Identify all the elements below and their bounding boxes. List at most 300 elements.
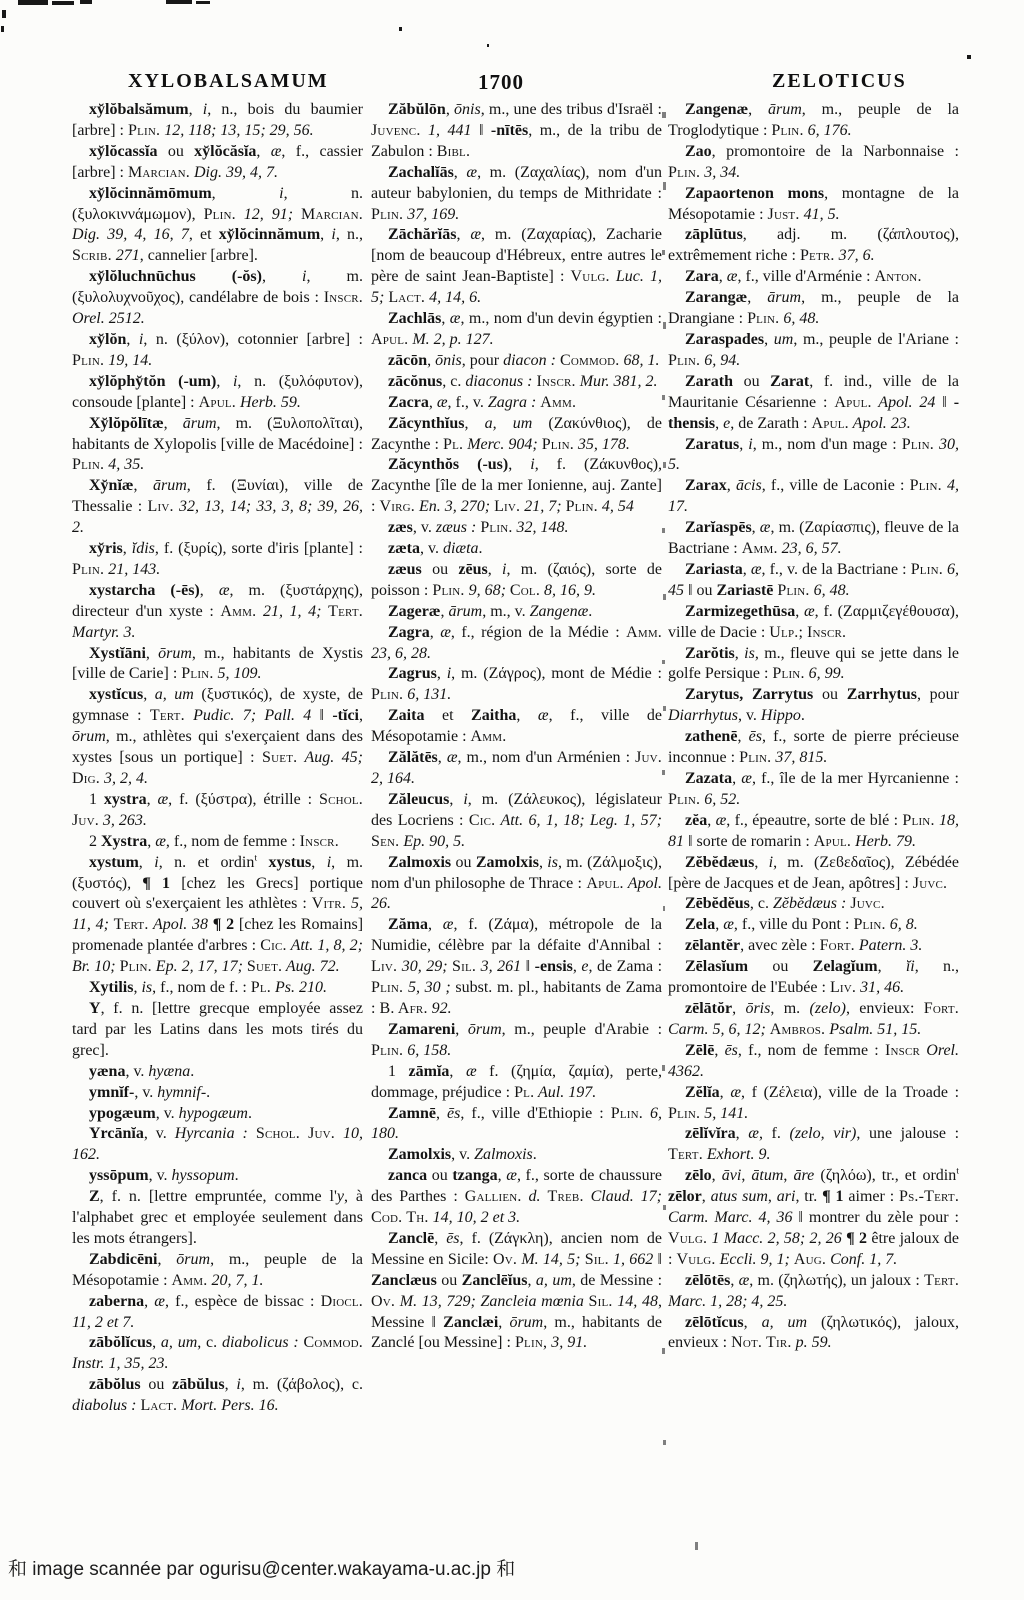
dict-entry <box>72 267 363 330</box>
entry-segment: , m., nom d'un Arménien : <box>457 749 636 767</box>
scan-artifact <box>662 112 666 118</box>
entry-segment: Zarax <box>685 477 727 495</box>
entry-segment: 14, 10, 2 et 3. <box>428 1209 521 1227</box>
entry-segment: i <box>502 560 507 578</box>
entry-segment: aimer : <box>843 1188 899 1206</box>
entry-segment: Amm. <box>626 623 662 641</box>
scan-artifact <box>80 0 92 4</box>
dict-entry <box>371 351 662 372</box>
entry-segment: ou <box>733 372 771 390</box>
entry-segment: M. 13, 729; Zancleia mœnia <box>395 1292 589 1310</box>
dict-entry <box>371 706 662 748</box>
entry-segment: Martyr. 3. <box>72 623 136 641</box>
entry-segment: Zamolxis <box>388 1146 452 1164</box>
entry-segment: Ep. 2, 17, 17; <box>151 958 247 976</box>
entry-segment: Treb. <box>547 1188 584 1206</box>
scan-artifact <box>663 322 666 329</box>
entry-segment: æ <box>442 916 454 934</box>
entry-segment: ‖ sorte de romarin : <box>684 832 814 850</box>
entry-segment: Zēlasĭum <box>685 958 749 976</box>
dict-entry <box>668 915 959 936</box>
entry-segment: Commod. <box>303 1334 363 1352</box>
entry-segment: Plin. <box>181 665 214 683</box>
entry-segment: , montagne de la Mésopotamie : <box>668 184 959 223</box>
entry-segment: , m. (Ξυλοπολῖται), habitants de Xylopolis [ville de Macédoine] : <box>72 414 363 453</box>
entry-segment: 6, 158. <box>403 1041 452 1059</box>
entry-segment: Pudic. 7; Pall. 4 <box>184 707 312 725</box>
entry-segment: Tert. <box>668 1146 703 1164</box>
entry-segment: , m. (ζαιός), sorte de poisson : <box>371 560 662 599</box>
entry-segment: 2 <box>89 832 101 850</box>
dict-entry <box>668 225 959 267</box>
dict-entry <box>668 142 959 184</box>
entry-segment: Yrcānĭa <box>89 1125 144 1143</box>
entry-segment: Cod. Th. <box>371 1209 429 1227</box>
entry-segment: ōrum <box>176 1250 211 1268</box>
entry-segment: 6, 94. <box>700 351 741 369</box>
scan-artifact <box>663 706 666 711</box>
dict-entry <box>371 1145 662 1166</box>
entry-segment: Gallien. <box>464 1188 522 1206</box>
entry-segment: et <box>424 707 472 725</box>
entry-segment: zābŏlĭcus <box>89 1334 153 1352</box>
entry-segment: Xystĭāni <box>89 644 146 662</box>
entry-segment: , m., peuple de la Mésopotamie : <box>72 1250 363 1289</box>
entry-segment: a, um <box>154 686 194 704</box>
dict-entry <box>72 644 363 686</box>
entry-segment: En. 3, 270; <box>414 498 495 516</box>
entry-segment: Xystra <box>101 832 148 850</box>
entry-segment: , m. (ξυστάρχης), directeur d'un xyste : <box>72 581 363 620</box>
entry-segment: Orel. 2512. <box>72 310 145 328</box>
entry-segment: ypogæum <box>89 1104 156 1122</box>
entry-segment: , <box>747 289 768 307</box>
entry-segment: Apul. <box>834 393 872 411</box>
entry-segment: Apul. <box>371 330 409 348</box>
entry-segment: Inscr. <box>536 372 576 390</box>
entry-segment: Schol. Juv. <box>255 1125 336 1143</box>
entry-segment: zābŏlus <box>89 1376 141 1394</box>
entry-segment: , n., promontoire de l'Eubée : <box>668 958 959 997</box>
entry-segment: Apol. 23. <box>848 414 911 432</box>
entry-segment: Ps. 210. <box>271 979 327 997</box>
entry-segment: Ov. <box>371 1292 396 1310</box>
dict-entry <box>668 727 959 769</box>
entry-segment: Dig. 39, 4, 16, 7 <box>72 226 189 244</box>
entry-segment: zēus <box>458 560 488 578</box>
entry-segment: (zelo) <box>809 999 846 1017</box>
entry-segment: Herb. 59. <box>235 393 301 411</box>
entry-segment: 30, 5. <box>668 435 959 474</box>
entry-segment: Zarytus, Zarrytus <box>685 686 814 704</box>
entry-segment: Zăma <box>388 916 428 934</box>
entry-segment: , m., peuple de la Troglodytique : <box>668 101 959 139</box>
entry-segment: diæta <box>442 540 479 558</box>
entry-segment: tzanga <box>452 1167 498 1185</box>
entry-segment: Zamolxis <box>475 853 539 871</box>
entry-segment: Apul. <box>198 393 236 411</box>
entry-segment: , m., de la tribu de Zabulon : <box>371 121 662 160</box>
entry-segment: Plin. <box>371 979 404 997</box>
entry-segment: , n. et ordin <box>158 853 255 871</box>
entry-segment: Ulp. <box>769 623 799 641</box>
entry-segment: Zĕbĕdæus : <box>773 895 847 913</box>
entry-segment: 3, 263. <box>98 811 147 829</box>
entry-segment: Zamnē <box>388 1104 436 1122</box>
dict-entry <box>668 769 959 811</box>
entry-segment: . <box>478 540 483 558</box>
entry-segment: Zagra <box>388 623 430 641</box>
entry-segment: æ <box>465 1062 477 1080</box>
entry-segment: Liv. <box>494 498 521 516</box>
entry-segment: , f., sorte de chaussure des Parthes : <box>371 1167 662 1206</box>
entry-segment: Suet. <box>262 749 298 767</box>
entry-segment: 1 Macc. 2, 58; 2, 26 <box>707 1229 842 1247</box>
entry-segment: Zăcynthĭus <box>388 414 465 432</box>
entry-segment: Plin. <box>203 205 236 223</box>
entry-segment: xy̆lŏluchnūchus (-ŏs) <box>89 268 262 286</box>
entry-segment: zĕa <box>685 811 708 829</box>
entry-segment: Marcian. <box>301 205 363 223</box>
scan-artifact <box>967 55 971 59</box>
entry-segment: æ <box>759 519 771 537</box>
entry-segment: zāmĭa <box>408 1062 450 1080</box>
entry-segment: , <box>743 1313 762 1331</box>
entry-segment: , m. (Ζαρίασπις), fleuve de la Bactriane : <box>668 519 959 558</box>
entry-segment: Vitr. <box>311 895 347 913</box>
entry-segment: . <box>532 1146 537 1164</box>
entry-segment: , <box>146 790 158 808</box>
entry-segment: æ <box>154 1292 165 1310</box>
scan-artifact <box>662 660 665 664</box>
entry-segment: æ <box>155 832 166 850</box>
dict-entry <box>668 1271 959 1313</box>
entry-segment: Zanclæi <box>443 1313 499 1331</box>
entry-segment: , m. (Ζαχαρίας), Zacharie [nom de beaucoup d'Hébreux, entre autres le père de saint Jean-Baptiste] : <box>371 226 662 286</box>
entry-segment: Plin. <box>541 435 574 453</box>
entry-segment: , <box>527 1271 536 1289</box>
dict-entry <box>72 1166 363 1187</box>
entry-segment: , <box>445 101 455 118</box>
entry-segment: Aug. 72. <box>282 958 340 976</box>
entry-segment: , f., nom de femme : <box>165 832 300 850</box>
entry-segment: 30, 29; <box>397 958 453 976</box>
entry-segment: ārum <box>768 101 802 118</box>
entry-segment: ; <box>798 623 807 641</box>
dict-entry <box>668 644 959 686</box>
entry-segment: 1 <box>89 790 104 808</box>
entry-segment: Vulg. <box>676 1250 716 1268</box>
scan-artifact <box>166 0 192 4</box>
dict-entry <box>72 978 363 999</box>
entry-segment: Juv. <box>635 749 662 767</box>
entry-segment: , m. <box>770 999 810 1017</box>
entry-segment: . <box>588 602 593 620</box>
entry-segment: , f., ville de Laconie : <box>761 477 910 495</box>
dict-entry <box>72 476 363 539</box>
entry-segment: Juvc. <box>850 895 885 913</box>
entry-segment: Instr. 1, 35, 23. <box>72 1355 169 1373</box>
entry-segment: , pour <box>461 351 504 369</box>
entry-segment: 2, 164. <box>371 770 415 787</box>
entry-segment: ou <box>436 1271 462 1289</box>
entry-segment: , <box>143 686 155 704</box>
entry-segment: , <box>138 853 155 871</box>
entry-segment: , <box>572 958 582 976</box>
entry-segment: d. <box>521 1188 548 1206</box>
entry-segment: Sil. <box>588 1292 613 1310</box>
entry-segment: Lact. <box>388 289 426 307</box>
entry-segment: , v. <box>419 540 443 558</box>
entry-segment: Zāchărĭās <box>388 226 457 244</box>
entry-segment: , <box>508 456 531 474</box>
entry-segment: xystĭcus <box>89 686 144 704</box>
entry-segment: ōrum <box>509 1313 544 1331</box>
entry-segment: Xytilis <box>89 979 134 997</box>
entry-segment: 37, 169. <box>403 205 460 223</box>
entry-segment: Luc. 1, 5; <box>371 268 662 307</box>
entry-segment: , de Messine : <box>571 1271 662 1289</box>
dict-entry <box>72 1083 363 1104</box>
scan-artifact <box>663 182 666 190</box>
entry-segment: xy̆ris <box>89 540 123 558</box>
scan-artifact <box>2 10 6 18</box>
entry-segment: æ <box>741 770 752 787</box>
entry-segment: -nītēs <box>490 121 529 139</box>
entry-segment: ou <box>748 958 813 976</box>
dict-entry <box>371 790 662 853</box>
entry-segment: æ <box>748 1125 759 1143</box>
entry-segment: 1, 441 <box>420 121 472 139</box>
entry-segment: , <box>730 1271 739 1289</box>
entry-segment: æ <box>537 707 549 725</box>
entry-segment: Zarĭaspēs <box>685 519 752 537</box>
entry-segment: 6, 131. <box>403 686 452 704</box>
entry-segment: , <box>767 1188 777 1206</box>
entry-segment: zēlĭvĭra <box>685 1125 736 1143</box>
entry-segment: ēs <box>748 728 762 746</box>
entry-segment: 18, 81 <box>668 811 959 850</box>
entry-segment: , <box>144 1292 155 1310</box>
entry-segment: , <box>741 1167 752 1185</box>
entry-segment: ōrum <box>72 728 106 746</box>
entry-segment: xy̆lŏcinnămōmum <box>89 184 212 202</box>
entry-segment: xy̆lŏn <box>89 330 127 348</box>
entry-segment: zācōn <box>388 351 428 369</box>
entry-segment: 1, 662 <box>608 1250 654 1268</box>
entry-segment: , f. n. [lettre empruntée, comme l' <box>99 1188 337 1206</box>
entry-segment: , f. (ξυρίς), sorte d'iris [plante] : <box>154 540 363 558</box>
dict-entry <box>371 163 662 226</box>
entry-segment: Diarrhytus <box>668 707 738 725</box>
entry-segment: Apol. 38 <box>148 916 208 934</box>
entry-segment: i <box>232 372 238 390</box>
entry-segment: ōnis <box>454 101 481 118</box>
entry-segment: zāplūtus <box>685 226 743 244</box>
entry-segment: zæs <box>388 519 413 537</box>
entry-segment: Plin. <box>668 1104 701 1122</box>
entry-segment: Sen. <box>371 832 400 850</box>
entry-segment: , <box>211 184 280 202</box>
dict-entry <box>371 623 662 665</box>
entry-segment: , <box>122 540 132 558</box>
entry-segment: ‖ <box>935 393 954 411</box>
entry-segment: , c. <box>197 1334 222 1352</box>
entry-segment: Plin. <box>119 958 152 976</box>
entry-segment: , c. <box>749 895 774 913</box>
entry-segment: Scrib. <box>72 247 112 265</box>
entry-segment: , <box>145 644 159 662</box>
dict-entry <box>72 1375 363 1417</box>
entry-segment: ou <box>421 560 459 578</box>
entry-segment: Not. Tir. <box>731 1334 792 1352</box>
entry-segment: , f., ville du Pont : <box>733 916 854 934</box>
entry-segment: , f., ville d'Ethiopie : <box>460 1104 611 1122</box>
dict-entry <box>371 309 662 351</box>
entry-segment: Zachlās <box>388 310 442 328</box>
dict-entry <box>371 602 662 623</box>
dict-entry <box>668 1083 959 1125</box>
entry-segment: Zanclē <box>388 1229 435 1247</box>
entry-segment: , v. <box>125 1062 149 1080</box>
dict-entry <box>371 1062 662 1104</box>
dict-entry <box>668 372 959 435</box>
entry-segment: 68, 1. <box>619 351 660 369</box>
entry-segment: a, um <box>484 414 533 432</box>
dict-entry <box>371 748 662 790</box>
dict-entry <box>371 1104 662 1146</box>
entry-segment: , <box>216 372 233 390</box>
dict-entry <box>371 1166 662 1229</box>
entry-segment: Carm. 5, 6, 12; <box>668 1020 770 1038</box>
dict-entry <box>72 100 363 142</box>
entry-segment: , <box>188 101 203 118</box>
page-number: 1700 <box>478 70 524 94</box>
entry-segment: , <box>157 1250 177 1268</box>
entry-segment: , tr. <box>795 1188 823 1206</box>
dict-entry <box>72 1250 363 1292</box>
entry-segment: , <box>256 142 271 160</box>
dict-entry <box>668 476 959 518</box>
entry-segment: Marcian. <box>127 163 190 181</box>
entry-segment: Zaratus <box>685 435 740 453</box>
entry-segment: , f (Ζέλεια), ville de la Troade : <box>740 1083 959 1101</box>
entry-segment: Vulg. <box>668 1229 708 1247</box>
entry-segment: Zarrhytus <box>846 686 917 704</box>
entry-segment: , f., ville de Mésopotamie : <box>371 707 662 746</box>
entry-segment: B. Afr. <box>379 999 428 1017</box>
entry-segment: xy̆lŏcinnămum <box>218 226 321 244</box>
entry-segment: Diocl. <box>320 1292 363 1310</box>
entry-segment: , <box>735 1125 749 1143</box>
entry-segment: , f. ind., ville de la Mauritanie Césarienne : <box>668 372 959 411</box>
entry-segment: Aug. 45; <box>297 749 363 767</box>
scan-artifact <box>1 26 4 32</box>
entry-segment: 4, 54 <box>597 498 634 516</box>
entry-segment: Plin. <box>127 121 161 139</box>
entry-segment: , promontoire de la Narbonnaise : <box>711 142 959 160</box>
entry-segment: i <box>154 853 159 871</box>
entry-segment: ārum <box>767 289 802 307</box>
entry-segment: , f., sorte de pierre précieuse inconnue : <box>668 728 959 767</box>
entry-segment: Mur. 381, 2. <box>575 372 658 390</box>
entry-segment: Zageræ <box>388 602 441 620</box>
entry-segment: , m., habitants de Xystis [ville de Carie] : <box>72 644 363 683</box>
entry-segment: Fort. <box>923 999 959 1017</box>
entry-segment: 3, 2, 4. <box>99 770 148 787</box>
entry-segment: Marc. 1, 28; 4, 25. <box>668 1292 788 1310</box>
entry-segment: Plin. <box>610 1104 643 1122</box>
entry-segment: Ambros. <box>769 1020 826 1038</box>
entry-segment: Zaraspades <box>685 330 765 348</box>
entry-segment: 5, 30 ; <box>403 979 451 997</box>
entry-segment: Zaitha <box>471 707 517 725</box>
dict-entry <box>72 330 363 372</box>
dict-entry <box>371 455 662 518</box>
entry-segment: ĭi <box>905 958 915 976</box>
dict-entry <box>668 1313 959 1355</box>
entry-segment: Zacra <box>388 393 429 411</box>
entry-segment: Att. 1, 8, 2; Br. 10; <box>72 937 363 976</box>
entry-segment: , <box>701 1188 711 1206</box>
entry-segment: Eccli. 9, 1; <box>715 1250 794 1268</box>
scan-artifact <box>662 1065 665 1071</box>
entry-segment: Ps.-Tert. <box>899 1188 959 1206</box>
entry-segment: , f. (Ζάγκλη), ancien nom de Messine en Sicile: <box>371 1229 662 1268</box>
entry-segment: Tert. <box>149 707 185 725</box>
entry-segment: Exhort. 9. <box>702 1146 771 1164</box>
entry-segment: Merc. 904; <box>463 435 542 453</box>
entry-segment: Ep. 90, 5. <box>399 832 466 850</box>
entry-segment: , f. <box>758 1125 790 1143</box>
entry-segment: 37, 6. <box>834 247 875 265</box>
entry-segment: zēlo <box>685 1167 712 1185</box>
dict-entry <box>371 560 662 602</box>
dict-entry <box>72 790 363 832</box>
scan-artifact <box>695 1542 698 1550</box>
entry-segment: um <box>773 330 794 348</box>
entry-segment: , m. (Ζάγρος), mont de Médie : <box>451 665 662 683</box>
entry-segment: i <box>530 456 535 474</box>
entry-segment: , <box>711 1167 722 1185</box>
dict-entry <box>668 685 959 727</box>
entry-segment: Zapaortenon mons <box>685 184 825 202</box>
scan-artifact <box>662 250 665 255</box>
entry-segment: ¶ 2 <box>212 916 235 934</box>
entry-segment: , de Zarath : <box>730 414 812 432</box>
dict-column-1 <box>72 100 363 1550</box>
entry-segment: [chez les Romains] promenade plantée d'arbres : <box>72 916 363 955</box>
entry-segment: æ <box>157 790 169 808</box>
entry-segment: ēs <box>447 1104 461 1122</box>
entry-segment: , m. (ξυλολυχνοῦχος), candélabre de bois : <box>72 268 363 307</box>
dict-entry <box>72 142 363 184</box>
dict-column-2 <box>371 100 662 1550</box>
entry-segment: æ <box>723 916 734 934</box>
entry-segment: , <box>707 811 716 829</box>
entry-segment: Aug. <box>793 1250 827 1268</box>
entry-segment: æ <box>440 623 451 641</box>
entry-segment: , <box>199 581 219 599</box>
entry-segment: -tĭci <box>332 707 359 725</box>
guide-word-right: ZELOTICUS <box>772 70 907 92</box>
entry-segment: 11, 2 et 7. <box>72 1313 135 1331</box>
dict-entry <box>668 602 959 644</box>
entry-segment: æ <box>804 602 815 620</box>
entry-segment: Pl. <box>250 979 271 997</box>
entry-segment: Petr. <box>799 247 835 265</box>
entry-segment: , <box>456 226 471 244</box>
